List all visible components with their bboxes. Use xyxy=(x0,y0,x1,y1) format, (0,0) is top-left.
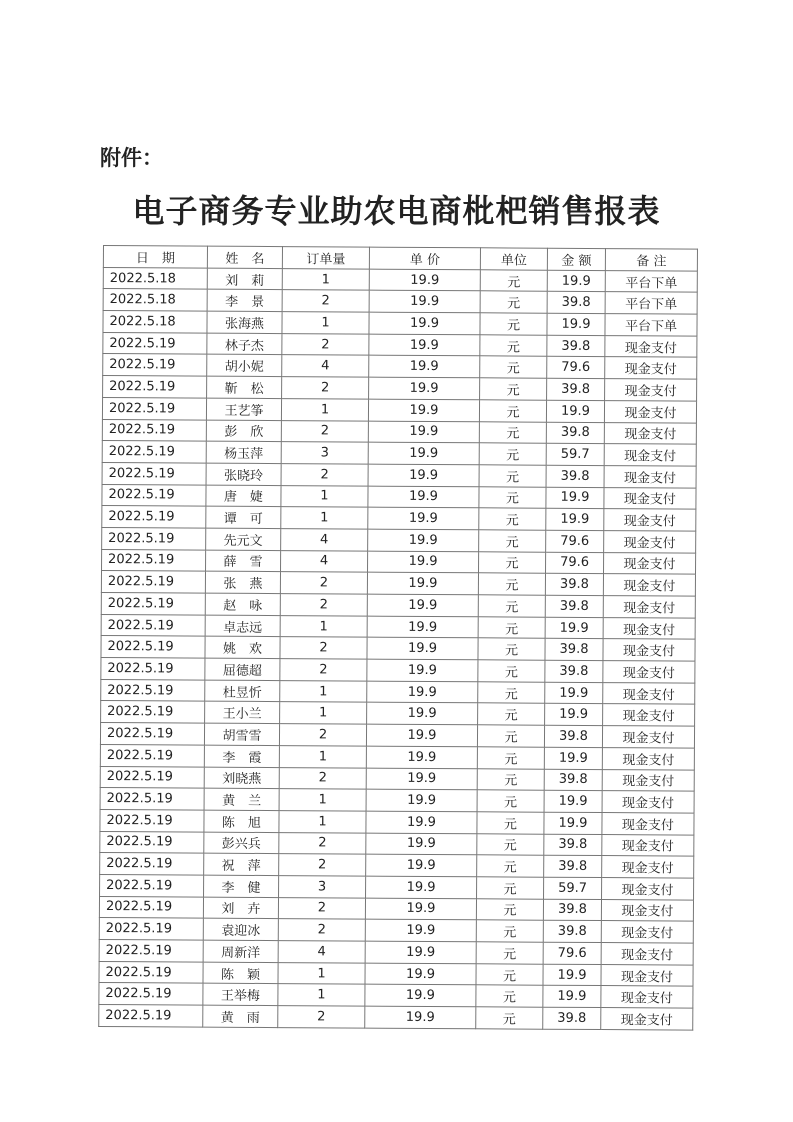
cell-price: 19.9 xyxy=(367,637,478,659)
cell-unit: 元 xyxy=(476,942,543,964)
cell-amount: 39.8 xyxy=(544,834,602,856)
cell-note: 现金支付 xyxy=(602,877,694,899)
cell-unit: 元 xyxy=(477,855,544,877)
cell-name: 杜昱忻 xyxy=(205,680,280,702)
cell-note: 现金支付 xyxy=(602,791,694,813)
cell-note: 现金支付 xyxy=(603,661,695,683)
cell-date: 2022.5.19 xyxy=(102,527,206,549)
cell-quantity: 1 xyxy=(281,507,368,529)
cell-quantity: 1 xyxy=(278,984,365,1006)
cell-name: 黄 雨 xyxy=(203,1005,278,1027)
cell-price: 19.9 xyxy=(365,898,476,920)
cell-date: 2022.5.19 xyxy=(102,549,206,571)
cell-amount: 39.8 xyxy=(543,1007,601,1029)
cell-date: 2022.5.18 xyxy=(103,267,207,289)
cell-quantity: 4 xyxy=(281,550,368,572)
cell-amount: 19.9 xyxy=(545,617,603,639)
cell-amount: 19.9 xyxy=(547,313,605,335)
cell-unit: 元 xyxy=(479,551,546,573)
cell-unit: 元 xyxy=(477,812,544,834)
cell-name: 陈 旭 xyxy=(204,810,279,832)
cell-amount: 19.9 xyxy=(544,747,602,769)
cell-unit: 元 xyxy=(480,378,547,400)
cell-price: 19.9 xyxy=(367,659,478,681)
cell-price: 19.9 xyxy=(365,1006,476,1028)
cell-quantity: 2 xyxy=(279,854,366,876)
cell-unit: 元 xyxy=(478,616,545,638)
cell-name: 李 景 xyxy=(207,290,282,312)
cell-name: 李 健 xyxy=(204,875,279,897)
cell-amount: 39.8 xyxy=(545,595,603,617)
cell-unit: 元 xyxy=(476,1007,543,1029)
cell-quantity: 2 xyxy=(280,637,367,659)
cell-price: 19.9 xyxy=(367,594,478,616)
cell-quantity: 4 xyxy=(278,941,365,963)
cell-date: 2022.5.19 xyxy=(101,636,205,658)
cell-amount: 39.8 xyxy=(543,899,601,921)
cell-date: 2022.5.19 xyxy=(99,939,203,961)
cell-unit: 元 xyxy=(480,269,547,291)
cell-note: 现金支付 xyxy=(604,422,696,444)
cell-unit: 元 xyxy=(476,963,543,985)
cell-quantity: 1 xyxy=(278,962,365,984)
cell-quantity: 1 xyxy=(279,789,366,811)
cell-quantity: 2 xyxy=(278,1006,365,1028)
cell-unit: 元 xyxy=(477,768,544,790)
cell-name: 胡雪雪 xyxy=(204,723,279,745)
cell-date: 2022.5.19 xyxy=(101,701,205,723)
cell-quantity: 3 xyxy=(279,876,366,898)
cell-note: 现金支付 xyxy=(601,943,693,965)
cell-name: 周新洋 xyxy=(203,940,278,962)
cell-quantity: 1 xyxy=(280,615,367,637)
cell-amount: 79.6 xyxy=(546,530,604,552)
cell-price: 19.9 xyxy=(367,572,478,594)
cell-unit: 元 xyxy=(476,898,543,920)
cell-note: 现金支付 xyxy=(603,617,695,639)
cell-unit: 元 xyxy=(478,682,545,704)
cell-name: 林子杰 xyxy=(207,333,282,355)
cell-quantity: 1 xyxy=(279,810,366,832)
cell-price: 19.9 xyxy=(365,963,476,985)
cell-unit: 元 xyxy=(479,421,546,443)
cell-amount: 79.6 xyxy=(547,357,605,379)
cell-name: 李 霞 xyxy=(204,745,279,767)
cell-unit: 元 xyxy=(477,833,544,855)
cell-price: 19.9 xyxy=(366,746,477,768)
cell-date: 2022.5.19 xyxy=(101,679,205,701)
cell-price: 19.9 xyxy=(368,421,479,443)
cell-name: 刘 莉 xyxy=(207,268,282,290)
cell-date: 2022.5.19 xyxy=(103,332,207,354)
cell-note: 现金支付 xyxy=(605,335,697,357)
cell-date: 2022.5.19 xyxy=(99,918,203,940)
cell-unit: 元 xyxy=(479,508,546,530)
cell-date: 2022.5.19 xyxy=(101,571,205,593)
cell-note: 现金支付 xyxy=(603,596,695,618)
cell-name: 陈 颖 xyxy=(203,962,278,984)
cell-price: 19.9 xyxy=(366,724,477,746)
cell-amount: 59.7 xyxy=(546,443,604,465)
cell-unit: 元 xyxy=(478,638,545,660)
column-header-amount: 金 额 xyxy=(547,248,605,270)
cell-amount: 39.8 xyxy=(547,335,605,357)
cell-name: 杨玉萍 xyxy=(206,441,281,463)
cell-quantity: 4 xyxy=(281,529,368,551)
cell-quantity: 1 xyxy=(280,680,367,702)
cell-unit: 元 xyxy=(479,400,546,422)
cell-date: 2022.5.19 xyxy=(100,744,204,766)
cell-amount: 19.9 xyxy=(547,270,605,292)
cell-quantity: 2 xyxy=(279,767,366,789)
cell-name: 靳 松 xyxy=(207,376,282,398)
cell-date: 2022.5.18 xyxy=(103,311,207,333)
cell-amount: 59.7 xyxy=(544,877,602,899)
cell-unit: 元 xyxy=(480,313,547,335)
cell-note: 现金支付 xyxy=(602,726,694,748)
cell-name: 卓志远 xyxy=(205,615,280,637)
cell-amount: 39.8 xyxy=(546,465,604,487)
cell-price: 19.9 xyxy=(368,399,479,421)
cell-unit: 元 xyxy=(478,573,545,595)
cell-quantity: 1 xyxy=(280,702,367,724)
cell-note: 现金支付 xyxy=(601,986,693,1008)
cell-amount: 19.9 xyxy=(545,704,603,726)
cell-price: 19.9 xyxy=(369,312,480,334)
cell-amount: 19.9 xyxy=(544,812,602,834)
cell-price: 19.9 xyxy=(366,876,477,898)
cell-price: 19.9 xyxy=(369,377,480,399)
cell-amount: 79.6 xyxy=(543,942,601,964)
cell-price: 19.9 xyxy=(366,811,477,833)
cell-note: 现金支付 xyxy=(604,465,696,487)
cell-date: 2022.5.19 xyxy=(100,723,204,745)
cell-amount: 19.9 xyxy=(546,508,604,530)
cell-price: 19.9 xyxy=(368,464,479,486)
cell-unit: 元 xyxy=(480,335,547,357)
cell-unit: 元 xyxy=(478,703,545,725)
cell-note: 现金支付 xyxy=(602,747,694,769)
cell-quantity: 2 xyxy=(280,659,367,681)
cell-note: 现金支付 xyxy=(602,856,694,878)
cell-quantity: 1 xyxy=(281,398,368,420)
cell-unit: 元 xyxy=(479,443,546,465)
cell-date: 2022.5.19 xyxy=(99,961,203,983)
cell-date: 2022.5.19 xyxy=(100,809,204,831)
cell-amount: 19.9 xyxy=(543,964,601,986)
cell-note: 现金支付 xyxy=(604,531,696,553)
cell-amount: 39.8 xyxy=(545,574,603,596)
cell-amount: 39.8 xyxy=(545,639,603,661)
cell-amount: 19.9 xyxy=(544,790,602,812)
cell-date: 2022.5.19 xyxy=(102,506,206,528)
cell-date: 2022.5.19 xyxy=(102,441,206,463)
table-row xyxy=(99,1005,693,1030)
cell-date: 2022.5.19 xyxy=(102,484,206,506)
cell-note: 平台下单 xyxy=(605,270,697,292)
column-header-note: 备 注 xyxy=(605,249,697,271)
cell-date: 2022.5.19 xyxy=(103,354,207,376)
page-title: 电子商务专业助农电商枇杷销售报表 xyxy=(132,192,661,230)
cell-name: 刘 卉 xyxy=(203,897,278,919)
cell-unit: 元 xyxy=(478,595,545,617)
cell-price: 19.9 xyxy=(365,941,476,963)
cell-price: 19.9 xyxy=(368,551,479,573)
cell-price: 19.9 xyxy=(368,507,479,529)
cell-unit: 元 xyxy=(479,486,546,508)
cell-name: 赵 咏 xyxy=(205,593,280,615)
cell-amount: 39.8 xyxy=(544,855,602,877)
cell-quantity: 2 xyxy=(282,290,369,312)
cell-name: 张海燕 xyxy=(207,311,282,333)
cell-unit: 元 xyxy=(480,291,547,313)
cell-quantity: 2 xyxy=(279,724,366,746)
cell-unit: 元 xyxy=(477,877,544,899)
cell-quantity: 1 xyxy=(279,745,366,767)
cell-date: 2022.5.19 xyxy=(100,874,204,896)
cell-quantity: 1 xyxy=(282,312,369,334)
cell-unit: 元 xyxy=(479,530,546,552)
cell-amount: 39.8 xyxy=(544,769,602,791)
cell-note: 现金支付 xyxy=(601,1008,693,1030)
cell-quantity: 4 xyxy=(282,355,369,377)
cell-date: 2022.5.19 xyxy=(101,592,205,614)
cell-quantity: 2 xyxy=(280,594,367,616)
cell-date: 2022.5.19 xyxy=(102,397,206,419)
cell-unit: 元 xyxy=(477,790,544,812)
cell-name: 张晓玲 xyxy=(206,463,281,485)
cell-note: 现金支付 xyxy=(604,444,696,466)
cell-note: 现金支付 xyxy=(604,487,696,509)
cell-price: 19.9 xyxy=(366,833,477,855)
cell-amount: 39.8 xyxy=(547,292,605,314)
cell-note: 现金支付 xyxy=(603,574,695,596)
cell-price: 19.9 xyxy=(367,616,478,638)
cell-unit: 元 xyxy=(478,660,545,682)
sales-table xyxy=(98,245,698,1030)
cell-price: 19.9 xyxy=(366,854,477,876)
cell-quantity: 2 xyxy=(282,377,369,399)
cell-note: 现金支付 xyxy=(604,552,696,574)
cell-name: 彭 欣 xyxy=(206,420,281,442)
cell-note: 现金支付 xyxy=(604,509,696,531)
cell-date: 2022.5.19 xyxy=(100,831,204,853)
cell-unit: 元 xyxy=(480,356,547,378)
cell-note: 现金支付 xyxy=(601,921,693,943)
cell-note: 现金支付 xyxy=(603,682,695,704)
column-header-price: 单 价 xyxy=(369,247,480,269)
cell-price: 19.9 xyxy=(368,442,479,464)
cell-amount: 19.9 xyxy=(545,682,603,704)
cell-note: 现金支付 xyxy=(605,379,697,401)
cell-note: 现金支付 xyxy=(604,400,696,422)
cell-date: 2022.5.18 xyxy=(103,289,207,311)
cell-note: 现金支付 xyxy=(605,357,697,379)
cell-name: 张 燕 xyxy=(205,571,280,593)
cell-name: 祝 萍 xyxy=(204,853,279,875)
cell-date: 2022.5.19 xyxy=(100,788,204,810)
cell-price: 19.9 xyxy=(369,269,480,291)
cell-quantity: 2 xyxy=(281,420,368,442)
cell-date: 2022.5.19 xyxy=(103,376,207,398)
cell-name: 彭兴兵 xyxy=(204,832,279,854)
cell-unit: 元 xyxy=(476,985,543,1007)
cell-price: 19.9 xyxy=(369,291,480,313)
cell-price: 19.9 xyxy=(368,529,479,551)
attachment-label: 附件： xyxy=(100,146,163,170)
cell-amount: 39.8 xyxy=(547,378,605,400)
cell-date: 2022.5.19 xyxy=(102,419,206,441)
cell-name: 谭 可 xyxy=(206,506,281,528)
cell-unit: 元 xyxy=(479,465,546,487)
cell-note: 现金支付 xyxy=(602,812,694,834)
cell-price: 19.9 xyxy=(369,334,480,356)
cell-date: 2022.5.19 xyxy=(99,983,203,1005)
cell-name: 屈德超 xyxy=(205,658,280,680)
cell-amount: 39.8 xyxy=(544,725,602,747)
cell-quantity: 3 xyxy=(281,442,368,464)
cell-note: 现金支付 xyxy=(603,704,695,726)
cell-unit: 元 xyxy=(477,725,544,747)
cell-price: 19.9 xyxy=(365,984,476,1006)
cell-date: 2022.5.19 xyxy=(100,766,204,788)
cell-quantity: 1 xyxy=(282,268,369,290)
column-header-name: 姓 名 xyxy=(207,246,282,268)
cell-name: 袁迎冰 xyxy=(203,918,278,940)
cell-date: 2022.5.19 xyxy=(101,658,205,680)
cell-quantity: 2 xyxy=(278,919,365,941)
cell-quantity: 2 xyxy=(279,832,366,854)
cell-date: 2022.5.19 xyxy=(99,1005,203,1027)
cell-unit: 元 xyxy=(476,920,543,942)
cell-date: 2022.5.19 xyxy=(102,462,206,484)
cell-note: 现金支付 xyxy=(601,899,693,921)
cell-note: 现金支付 xyxy=(602,769,694,791)
cell-name: 胡小妮 xyxy=(207,355,282,377)
cell-amount: 19.9 xyxy=(546,400,604,422)
cell-name: 王小兰 xyxy=(205,702,280,724)
cell-name: 刘晓燕 xyxy=(204,767,279,789)
cell-amount: 79.6 xyxy=(546,552,604,574)
cell-note: 现金支付 xyxy=(601,964,693,986)
cell-quantity: 2 xyxy=(280,572,367,594)
cell-price: 19.9 xyxy=(367,681,478,703)
cell-name: 姚 欢 xyxy=(205,637,280,659)
column-header-date: 日 期 xyxy=(103,246,207,268)
cell-name: 先元文 xyxy=(206,528,281,550)
cell-name: 黄 兰 xyxy=(204,788,279,810)
cell-amount: 19.9 xyxy=(543,986,601,1008)
cell-price: 19.9 xyxy=(366,789,477,811)
cell-unit: 元 xyxy=(477,747,544,769)
cell-name: 唐 婕 xyxy=(206,485,281,507)
cell-quantity: 1 xyxy=(281,485,368,507)
cell-note: 平台下单 xyxy=(605,292,697,314)
cell-price: 19.9 xyxy=(368,486,479,508)
cell-quantity: 2 xyxy=(282,333,369,355)
cell-name: 王艺筝 xyxy=(206,398,281,420)
column-header-quantity: 订单量 xyxy=(282,247,369,269)
cell-name: 王举梅 xyxy=(203,983,278,1005)
cell-date: 2022.5.19 xyxy=(101,614,205,636)
column-header-unit: 单位 xyxy=(480,248,547,270)
cell-amount: 39.8 xyxy=(546,422,604,444)
cell-note: 现金支付 xyxy=(603,639,695,661)
cell-quantity: 2 xyxy=(278,897,365,919)
cell-name: 薛 雪 xyxy=(206,550,281,572)
cell-note: 平台下单 xyxy=(605,314,697,336)
cell-date: 2022.5.19 xyxy=(100,853,204,875)
cell-price: 19.9 xyxy=(366,768,477,790)
cell-date: 2022.5.19 xyxy=(99,896,203,918)
cell-amount: 19.9 xyxy=(546,487,604,509)
cell-price: 19.9 xyxy=(367,703,478,725)
cell-amount: 39.8 xyxy=(543,921,601,943)
cell-quantity: 2 xyxy=(281,463,368,485)
cell-note: 现金支付 xyxy=(602,834,694,856)
cell-price: 19.9 xyxy=(365,919,476,941)
cell-price: 19.9 xyxy=(369,356,480,378)
cell-amount: 39.8 xyxy=(545,660,603,682)
